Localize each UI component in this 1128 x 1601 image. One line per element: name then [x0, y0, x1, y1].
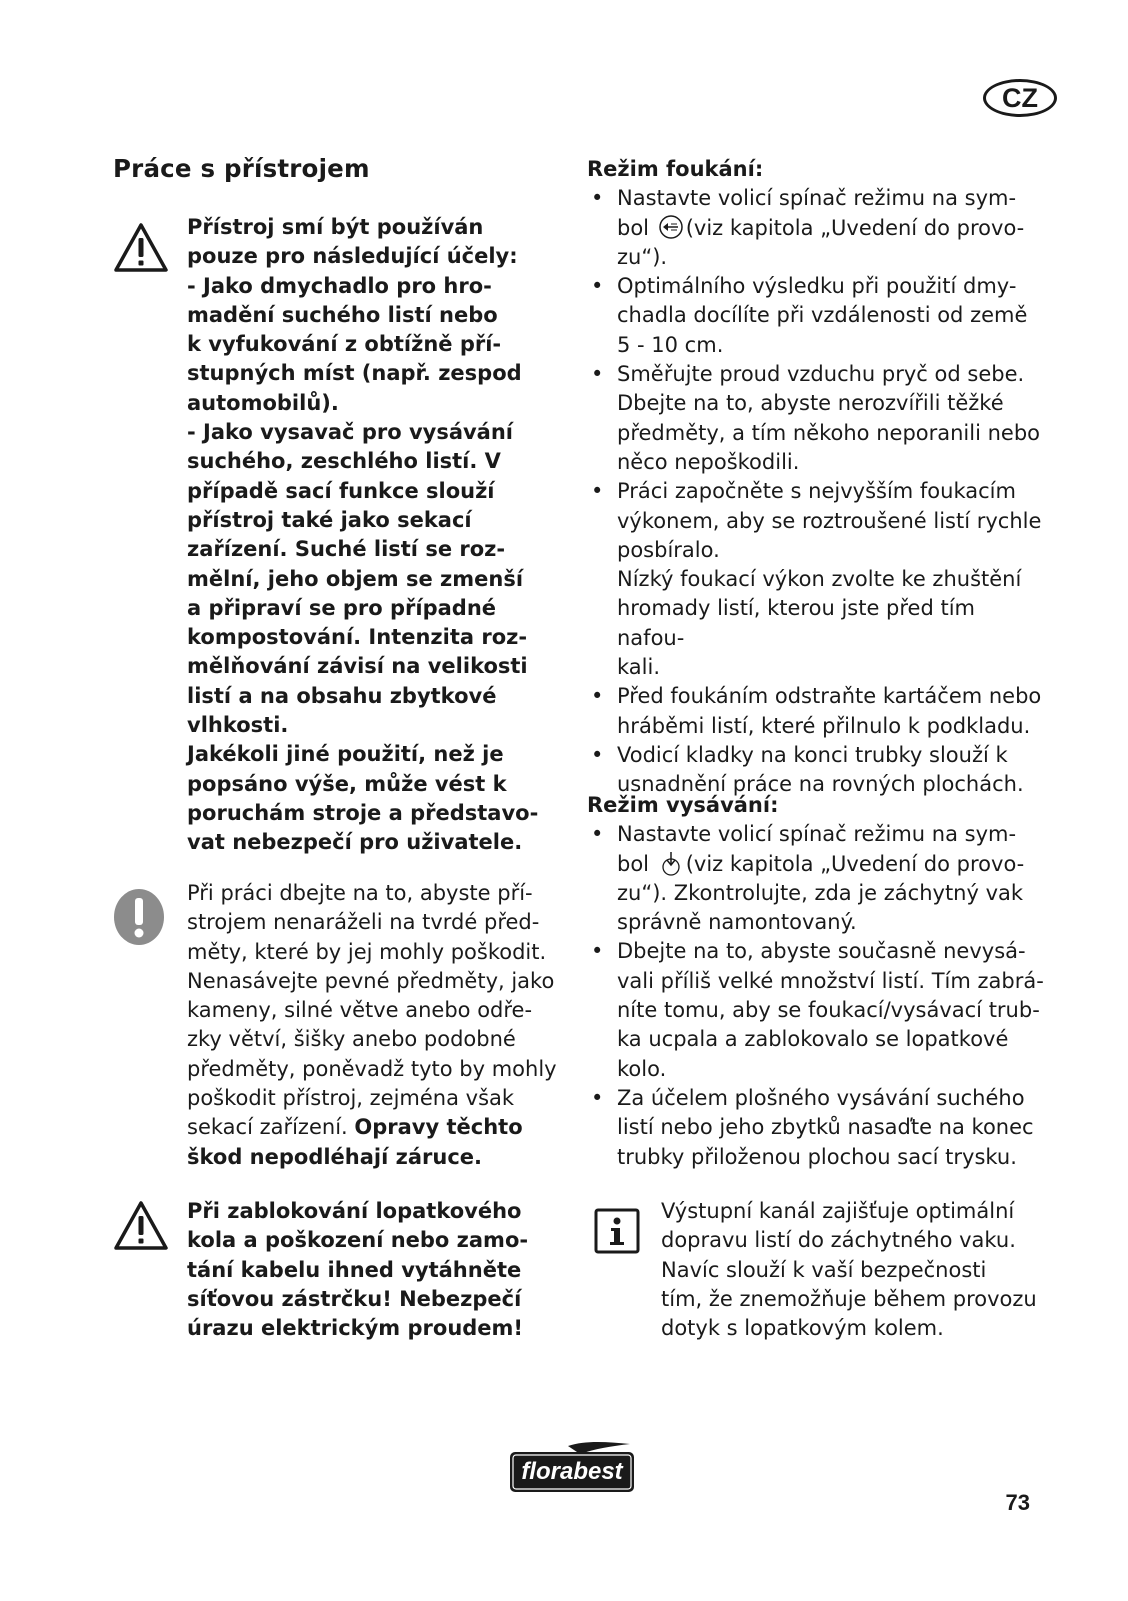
brand-logo [508, 1440, 636, 1496]
text-line: měty, které by jej mohly poškodit. [187, 939, 547, 964]
blow-mode-icon [658, 214, 684, 240]
text-line: tání kabelu ihned vytáhněte [187, 1257, 522, 1282]
text-line: kali. [617, 655, 661, 680]
text-line: vali příliš velké množství listí. Tím zabrá- [617, 968, 1044, 993]
text-line [617, 850, 1047, 879]
text-line: pouze pro následující účely: [187, 244, 518, 269]
text-line: Nízký foukací výkon zvolte ke zhuštění [617, 567, 1022, 592]
text-line: hromady listí, kterou jste před tím nafou- [617, 596, 975, 650]
list-item [587, 1084, 1047, 1172]
text-line: Navíc slouží k vaší bezpečnosti [661, 1257, 987, 1282]
text-line: Nenasávejte pevné předměty, jako [187, 968, 555, 993]
text-line: 5 - 10 cm. [617, 332, 724, 357]
text-line: kameny, silné větve anebo odře- [187, 998, 533, 1023]
text-segment: bol [617, 851, 650, 876]
text-line: strojem nenaráželi na tvrdé před- [187, 910, 540, 935]
list-item [587, 820, 1047, 937]
text-line: listí a na obsahu zbytkové [187, 683, 497, 708]
text-line: listí nebo jeho zbytků nasaďte na konec [617, 1115, 1034, 1140]
text-line: Přístroj smí být používán [187, 215, 484, 239]
text-line: správně namontovaný. [617, 910, 857, 935]
text-line: k vyfukování z obtížně pří- [187, 332, 502, 357]
text-line [617, 214, 1047, 243]
info-icon [594, 1208, 640, 1254]
text-line: něco nepoškodili. [617, 449, 800, 474]
suction-mode-section [587, 791, 1047, 1172]
text-line: kola a poškození nebo zamo- [187, 1228, 529, 1253]
list-item [587, 682, 1047, 741]
suction-mode-list [587, 820, 1047, 1172]
text-line: předměty, a tím někoho neporanili nebo [617, 420, 1041, 445]
list-item [587, 360, 1047, 477]
text-line: zky větví, šišky anebo podobné [187, 1027, 516, 1052]
warning-usage-text [187, 213, 567, 858]
text-line: dopravu listí do záchytného vaku. [661, 1228, 1016, 1253]
suction-mode-heading: Režim vysávání: [587, 793, 779, 817]
text-line: Při práci dbejte na to, abyste pří- [187, 881, 533, 905]
text-line: poruchám stroje a představo- [187, 800, 539, 825]
text-line: • Dbejte na to, abyste současně nevysá- [617, 939, 1026, 964]
text-line: Výstupní kanál zajišťuje optimální [661, 1199, 1015, 1223]
text-line: vat nebezpečí pro uživatele. [187, 830, 523, 855]
blow-mode-section [587, 155, 1047, 800]
text-line: trubky přiloženou plochou sací trysku. [617, 1144, 1017, 1169]
brand-name: florabest [521, 1458, 623, 1485]
text-line [187, 1113, 567, 1142]
warning-triangle-icon [113, 1200, 169, 1252]
text-line: kompostování. Intenzita roz- [187, 625, 528, 650]
text-line: zu“). Zkontrolujte, zda je záchytný vak [617, 880, 1024, 905]
text-line: dotyk s lopatkovým kolem. [661, 1316, 944, 1341]
section-heading: Práce s přístrojem [113, 154, 370, 183]
blow-mode-heading: Režim foukání: [587, 157, 764, 181]
text-line: stupných míst (např. zespod [187, 361, 522, 386]
text-line: případě sací funkce slouží [187, 478, 495, 503]
text-line: posbíralo. [617, 537, 720, 562]
warning-triangle-icon [113, 222, 169, 274]
text-line: Při zablokování lopatkového [187, 1199, 522, 1223]
text-line: • Za účelem plošného vysávání suchého [617, 1085, 1025, 1110]
text-line: hráběmi listí, které přilnulo k podkladu. [617, 713, 1031, 738]
note-text [187, 879, 567, 1172]
text-line: níte tomu, aby se foukací/vysávací trub- [617, 998, 1040, 1023]
text-line: - Jako dmychadlo pro hro- [187, 273, 492, 298]
info-text [661, 1197, 1061, 1343]
text-line: • Směřujte proud vzduchu pryč od sebe. [617, 362, 1025, 387]
text-line: a připraví se pro případné [187, 595, 497, 620]
text-line: - Jako vysavač pro vysávání [187, 420, 514, 445]
text-line: Jakékoli jiné použití, než je [187, 742, 504, 767]
text-line: popsáno výše, může vést k [187, 771, 507, 796]
text-line: mělní, jeho objem se zmenší [187, 566, 524, 591]
list-item [587, 477, 1047, 682]
text-line: škod nepodléhají záruce. [187, 1144, 482, 1169]
text-line: kolo. [617, 1056, 667, 1081]
list-item [587, 272, 1047, 360]
text-segment: (viz kapitola „Uvedení do provo- [685, 215, 1025, 240]
text-line: Dbejte na to, abyste nerozvířili těžké [617, 391, 1004, 416]
text-line: přístroj také jako sekací [187, 507, 472, 532]
text-line: poškodit přístroj, zejména však [187, 1086, 515, 1111]
text-line: úrazu elektrickým proudem! [187, 1316, 523, 1341]
text-line: předměty, poněvadž tyto by mohly [187, 1056, 557, 1081]
text-line: • Nastavte volicí spínač režimu na sym- [617, 822, 1017, 847]
text-line: síťovou zástrčku! Nebezpečí [187, 1286, 522, 1311]
text-line: • Nastavte volicí spínač režimu na sym- [617, 186, 1017, 211]
text-line: • Vodicí kladky na konci trubky slouží k [617, 742, 1008, 767]
warning-cable-text [187, 1197, 567, 1343]
list-item [587, 937, 1047, 1083]
text-line: tím, že znemožňuje během provozu [661, 1286, 1037, 1311]
text-line: zu“). [617, 244, 668, 269]
text-line: mělňování závisí na velikosti [187, 654, 528, 679]
language-badge: CZ [983, 79, 1057, 117]
text-line: ka ucpala a zablokovalo se lopatkové [617, 1027, 1009, 1052]
text-line: automobilů). [187, 390, 339, 415]
exclamation-circle-icon [113, 888, 165, 946]
text-line: suchého, zeschlého listí. V [187, 449, 501, 474]
text-line: madění suchého listí nebo [187, 302, 498, 327]
text-segment: bol [617, 215, 650, 240]
warranty-exclusion: Opravy těchto [354, 1115, 523, 1140]
text-segment: sekací zařízení. [187, 1115, 355, 1140]
text-line: chadla docílíte při vzdálenosti od země [617, 303, 1028, 328]
list-item [587, 184, 1047, 272]
suction-mode-icon [658, 850, 684, 876]
text-line: • Optimálního výsledku při použití dmy- [617, 274, 1017, 299]
text-line: výkonem, aby se roztroušené listí rychle [617, 508, 1042, 533]
text-segment: (viz kapitola „Uvedení do provo- [685, 851, 1025, 876]
page-number: 73 [1005, 1490, 1030, 1515]
blow-mode-list [587, 184, 1047, 799]
text-line: zařízení. Suché listí se roz- [187, 537, 506, 562]
text-line: vlhkosti. [187, 713, 289, 738]
text-line: • Práci započněte s nejvyšším foukacím [617, 479, 1016, 504]
text-line: • Před foukáním odstraňte kartáčem nebo [617, 684, 1042, 709]
text-line: usnadnění práce na rovných plochách. [617, 772, 1024, 797]
